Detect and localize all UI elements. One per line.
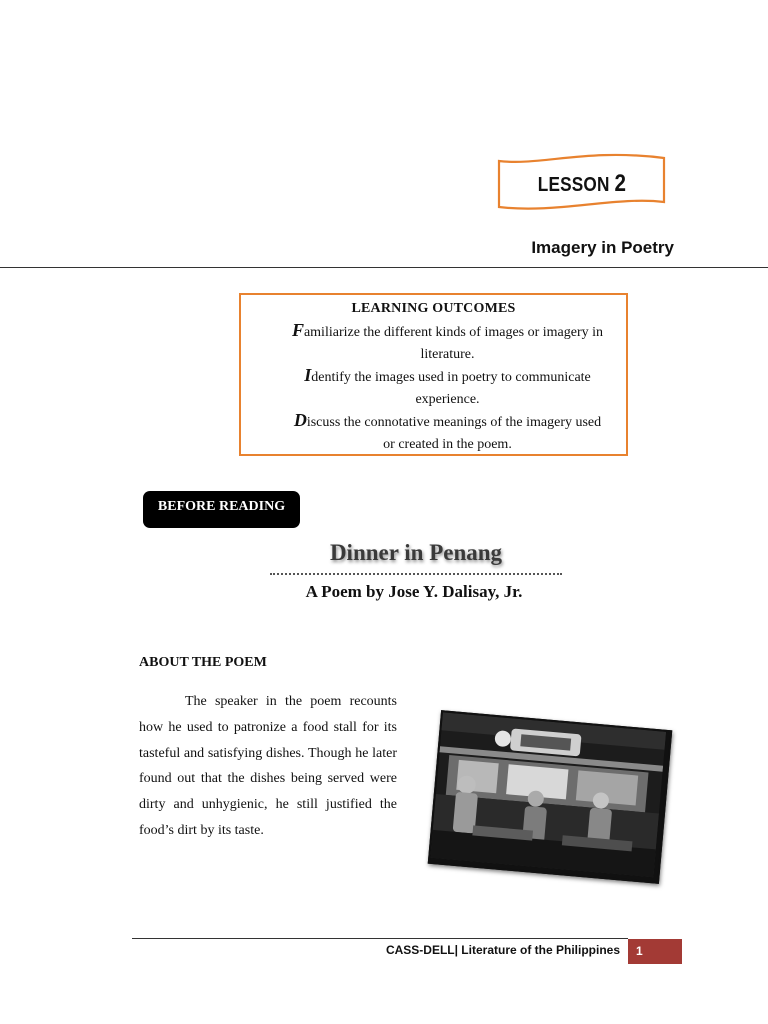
lesson-banner bbox=[496, 152, 668, 214]
poem-title: Dinner in Penang bbox=[329, 540, 503, 565]
title-dotted-divider bbox=[270, 573, 562, 575]
food-stall-photo bbox=[428, 710, 673, 884]
footer-text: CASS-DELL| Literature of the Philippines bbox=[385, 943, 620, 957]
header-divider bbox=[0, 267, 768, 268]
outcome-initial: I bbox=[304, 365, 312, 385]
about-heading: ABOUT THE POEM bbox=[139, 655, 267, 670]
page-number: 1 bbox=[628, 939, 682, 964]
outcome-text: dentify the images used in poetry to communicate experience. bbox=[311, 370, 591, 407]
before-reading-label: BEFORE READING bbox=[143, 491, 300, 528]
lesson-number: 2 bbox=[614, 170, 627, 197]
lesson-word: LESSON bbox=[537, 174, 610, 196]
outcome-item bbox=[241, 320, 626, 365]
about-paragraph: The speaker in the poem recounts how he used to patronize a food stall for its tasteful and satisfying dishes. Though he later found out that the dishes being served were dirty and unhygienic, he still justified the food’s dirt by its taste. bbox=[139, 694, 397, 838]
footer-divider bbox=[132, 938, 628, 939]
learning-outcomes-list bbox=[241, 320, 626, 455]
lesson-title: Imagery in Poetry bbox=[531, 238, 674, 257]
learning-outcomes-heading: LEARNING OUTCOMES bbox=[351, 301, 516, 316]
outcome-text: iscuss the connotative meanings of the imagery used or created in the poem. bbox=[306, 415, 602, 452]
outcome-item bbox=[241, 365, 626, 410]
lesson-label bbox=[508, 170, 656, 198]
poem-author: A Poem by Jose Y. Dalisay, Jr. bbox=[305, 582, 523, 601]
food-stall-image bbox=[430, 712, 666, 877]
outcome-text: amiliarize the different kinds of images or imagery in literature. bbox=[303, 325, 604, 362]
learning-outcomes-box bbox=[239, 293, 628, 456]
outcome-initial: D bbox=[293, 410, 307, 430]
outcome-item bbox=[241, 410, 626, 455]
outcome-initial: F bbox=[291, 320, 304, 340]
